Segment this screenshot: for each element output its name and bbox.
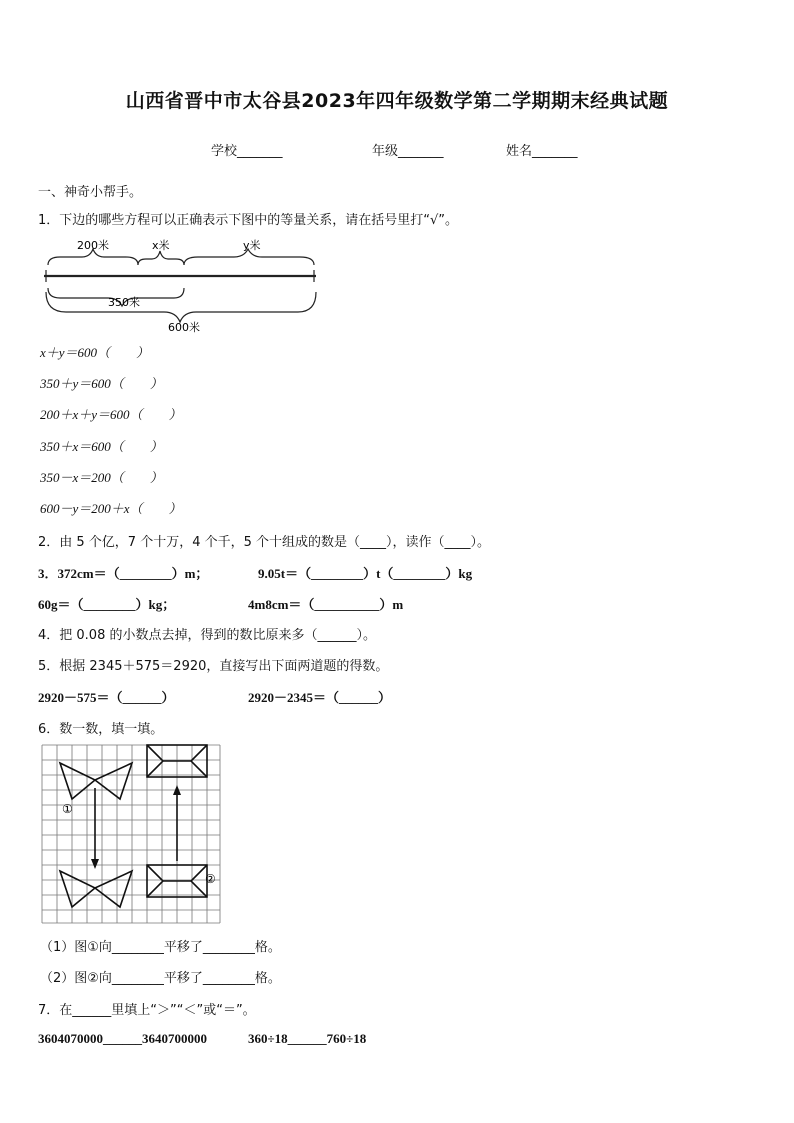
school-field: 学校_______: [211, 144, 283, 159]
section-heading: 一、神奇小帮手。: [38, 185, 143, 200]
segment-diagram: [38, 236, 328, 334]
question-5b: 2920－2345＝（______）: [248, 690, 392, 705]
question-3d: 4m8cm＝（__________）m: [248, 597, 404, 612]
equation-option: 350＋x＝600（ ）: [40, 439, 163, 454]
question-3a: 3．372cm＝（________）m；: [38, 566, 209, 581]
question-7a: 3604070000______3640700000: [38, 1031, 207, 1046]
label-200: 200米: [77, 239, 109, 252]
page-title: 山西省晋中市太谷县2023年四年级数学第二学期期末经典试题: [125, 90, 669, 112]
brace-x: [138, 251, 184, 265]
grade-field: 年级_______: [372, 144, 444, 159]
question-5: 5．根据 2345＋575＝2920，直接写出下面两道题的得数。: [38, 659, 389, 674]
label-x: x米: [152, 239, 170, 252]
butterfly-shape-top: [60, 763, 132, 799]
label-600: 600米: [168, 321, 200, 334]
butterfly-shape-bottom: [60, 871, 132, 907]
question-6-part1: （1）图①向________平移了________格。: [40, 940, 281, 955]
question-7: 7．在______里填上“＞”“＜”或“＝”。: [38, 1003, 256, 1018]
equation-option: 350－x＝200（ ）: [40, 470, 163, 485]
label-350: 350米: [108, 296, 140, 309]
question-6-part2: （2）图②向________平移了________格。: [40, 971, 281, 986]
label-y: y米: [243, 239, 261, 252]
figure-1-label: ①: [62, 802, 73, 816]
question-3b: 9.05t＝（________）t（________）kg: [258, 566, 473, 581]
question-6: 6．数一数，填一填。: [38, 722, 164, 737]
translation-grid: [40, 743, 222, 925]
question-2: 2．由 5 个亿，7 个十万，4 个千，5 个十组成的数是（____），读作（____）。: [38, 535, 491, 550]
question-7b: 360÷18______760÷18: [248, 1031, 367, 1046]
question-3c: 60g＝（________）kg；: [38, 597, 176, 612]
question-4: 4．把 0.08 的小数点去掉，得到的数比原来多（______）。: [38, 628, 376, 643]
equation-option: x＋y＝600（ ）: [40, 345, 150, 360]
question-5a: 2920－575＝（______）: [38, 690, 175, 705]
name-field: 姓名_______: [506, 144, 578, 159]
figure-2-label: ②: [205, 872, 216, 886]
equation-option: 600－y＝200＋x（ ）: [40, 501, 182, 516]
equation-option: 200＋x＋y＝600（ ）: [40, 407, 182, 422]
equation-option: 350＋y＝600（ ）: [40, 376, 163, 391]
question-1: 1．下边的哪些方程可以正确表示下图中的等量关系，请在括号里打“√”。: [38, 213, 459, 228]
